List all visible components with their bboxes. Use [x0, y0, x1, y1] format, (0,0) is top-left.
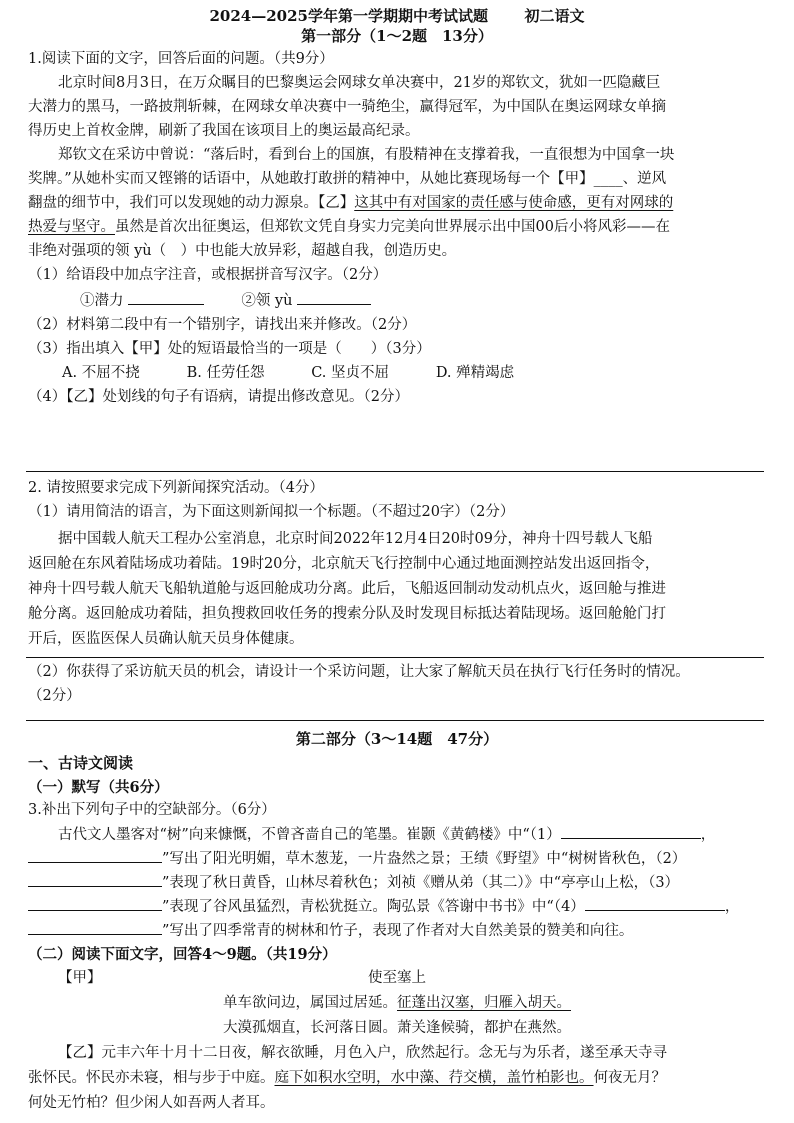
q1-sub2: （2）材料第二段中有一个错别字，请找出来并修改。（2分） — [28, 317, 417, 333]
answer-blank[interactable] — [28, 846, 162, 863]
q1-sub1-item-b: ②领 yù — [241, 293, 293, 309]
q3-line5 — [28, 918, 770, 944]
q3-line1: 古代文人墨客对“树”向来慷慨，不曾吝啬自己的笔墨。崔颢《黄鹤楼》中“（1） ， — [28, 822, 770, 848]
q2-news-line2: 返回舱在东风着陆场成功着陆。19时20分，北京航天飞行控制中心通过地面测控站发出返回指令， — [28, 556, 660, 572]
q1-p2-line5: 非绝对强项的领 yù（ ）中也能大放异彩，超越自我，创造历史。 — [28, 243, 457, 259]
part1-title: 第一部分（1～2题 13分） — [301, 27, 493, 45]
poem-line1 — [0, 991, 794, 1016]
q1-sub1: （1）给语段中加点字注音，或根据拼音写汉字。（2分） — [28, 267, 388, 283]
option-b[interactable]: B. 任劳任怨 — [186, 365, 265, 381]
q3-prompt: 3.补出下列句子中的空缺部分。（6分） — [28, 802, 276, 818]
answer-blank-b[interactable] — [297, 288, 371, 305]
option-c[interactable]: C. 坚贞不屈 — [311, 365, 390, 381]
q2-news-line4: 舱分离。返回舱成功着陆，担负搜救回收任务的搜索分队及时发现目标抵达着陆现场。返回舱舱门打 — [28, 606, 666, 622]
q1-underlined-sentence-a: 这其中有对国家的责任感与使命感，更有对网球的 — [354, 195, 674, 211]
answer-blank[interactable] — [585, 894, 725, 911]
passage-yi-line2-c: 何夜无月？ — [593, 1070, 666, 1086]
q1-p1-line3: 得历史上首枚金牌，刷新了我国在该项目上的奥运最高纪录。 — [28, 123, 420, 139]
passage-yi-underlined: 庭下如积水空明，水中藻、荇交横，盖竹柏影也。 — [274, 1070, 594, 1086]
q3-line2-text: ”写出了阳光明媚，草木葱茏，一片盎然之景；王绩《野望》中“树树皆秋色，（2） — [162, 851, 687, 867]
exam-subject: 初二语文 — [524, 7, 585, 25]
q3-line4: ”表现了谷风虽猛烈，青松犹挺立。陶弘景《答谢中书书》中“（4） ， — [28, 894, 770, 920]
q1-sub4: （4）【乙】处划线的句子有语病，请提出修改意见。（2分） — [28, 389, 409, 405]
answer-blank[interactable] — [561, 822, 701, 839]
q1-p2-line4-text: 虽然是首次出征奥运，但郑钦文凭自身实力完美向世界展示出中国00后小将风彩——在 — [115, 219, 670, 235]
q2-news-line3: 神舟十四号载人航天飞船轨道舱与返回舱成功分离。此后，飞船返回制动发动机点火，返回舱与推进 — [28, 581, 666, 597]
q1-p1-line1: 北京时间8月3日，在万众瞩目的巴黎奥运会网球女单决赛中，21岁的郑钦文，犹如一匹隐藏巨 — [58, 75, 661, 91]
answer-blank[interactable] — [28, 894, 162, 911]
section-title: 一、古诗文阅读 — [28, 754, 134, 772]
passage-yi-line2-a: 张怀民。怀民亦未寝，相与步于中庭。 — [28, 1070, 275, 1086]
answer-blank[interactable] — [28, 918, 162, 935]
poem-title: 使至塞上 — [368, 970, 426, 986]
q1-p2-line3-text: 翻盘的细节中，我们可以发现她的动力源泉。【乙】 — [28, 195, 355, 211]
option-a[interactable]: A. 不屈不挠 — [62, 365, 140, 381]
subsection-title: （一）默写（共6分） — [28, 779, 169, 796]
option-d[interactable]: D. 殚精竭虑 — [435, 365, 515, 381]
q1-prompt: 1.阅读下面的文字，回答后面的问题。（共9分） — [28, 51, 334, 67]
subsection-title: （二）阅读下面文字，回答4～9题。（共19分） — [28, 946, 337, 963]
q2-prompt: 2. 请按照要求完成下列新闻探究活动。（4分） — [28, 480, 324, 496]
q3-line5-text: ”写出了四季常青的树林和竹子，表现了作者对大自然美景的赞美和向往。 — [162, 923, 634, 939]
q3-line1-text: 古代文人墨客对“树”向来慷慨，不曾吝啬自己的笔墨。崔颢《黄鹤楼》中“（1） — [58, 827, 561, 843]
part2-title: 第二部分（3～14题 47分） — [295, 730, 499, 748]
passage-yi-line1: 【乙】元丰六年十月十二日夜，解衣欲睡，月色入户，欣然起行。念无与为乐者，遂至承天寺寻 — [58, 1045, 667, 1061]
passage-jia-tag: 【甲】 — [58, 970, 102, 986]
q2-news-line1: 据中国载人航天工程办公室消息，北京时间2022年12月4日20时09分，神舟十四号载人飞船 — [58, 531, 653, 547]
poem-line2: 大漠孤烟直，长河落日圆。萧关逢候骑，都护在燕然。 — [223, 1020, 571, 1036]
answer-blank-a[interactable] — [128, 288, 204, 305]
q3-line2 — [28, 846, 770, 872]
q1-p1-line2: 大潜力的黑马，一路披荆斩棘，在网球女单决赛中一骑绝尘，赢得冠军，为中国队在奥运网球女单摘 — [28, 99, 666, 115]
exam-title: 2024—2025学年第一学期期中考试试题 — [209, 7, 488, 25]
q1-p2-line3 — [28, 191, 770, 216]
q2-sub2-score: （2分） — [28, 688, 81, 704]
q3-line3 — [28, 870, 770, 896]
q1-sub3: （3）指出填入【甲】处的短语最恰当的一项是（ ）（3分） — [28, 341, 431, 357]
q1-sub1-items — [28, 288, 770, 314]
q1-sub1-item-a: ①潜力 — [80, 293, 124, 309]
q1-p2-line1: 郑钦文在采访中曾说：“落后时，看到台上的国旗，有股精神在支撑着我，一直很想为中国拿一块 — [58, 147, 675, 163]
poem-line1-a: 单车欲问边，属国过居延。 — [223, 995, 397, 1011]
answer-blank[interactable] — [28, 870, 162, 887]
poem-line1-underlined: 征蓬出汉塞，归雁入胡天。 — [397, 995, 571, 1011]
q3-line3-text: ”表现了秋日黄昏，山林尽着秋色；刘祯《赠从弟（其二）》中“亭亭山上松，（3） — [162, 875, 680, 891]
q2-news-line5: 开后，医监医保人员确认航天员身体健康。 — [28, 631, 304, 647]
q3-line4-text: ”表现了谷风虽猛烈，青松犹挺立。陶弘景《答谢中书书》中“（4） — [162, 899, 585, 915]
passage-yi-line3: 何处无竹柏？但少闲人如吾两人者耳。 — [28, 1095, 275, 1111]
q1-p2-line4 — [28, 215, 770, 240]
q1-p2-line2: 奖牌。”从她朴实而又铿锵的话语中，从她敢打敢拼的精神中，从她比赛现场每一个【甲】____、逆风 — [28, 171, 667, 187]
q1-underlined-sentence-b: 热爱与坚守。 — [28, 219, 115, 235]
q2-sub1: （1）请用简洁的语言，为下面这则新闻拟一个标题。（不超过20字）（2分） — [28, 504, 515, 520]
answer-line[interactable] — [26, 720, 764, 721]
passage-yi-line2 — [28, 1066, 770, 1091]
q2-sub2: （2）你获得了采访航天员的机会，请设计一个采访问题，让大家了解航天员在执行飞行任务时的情况。 — [28, 664, 690, 680]
answer-line[interactable] — [26, 657, 764, 658]
q1-options — [28, 361, 770, 386]
answer-line[interactable] — [26, 471, 764, 472]
